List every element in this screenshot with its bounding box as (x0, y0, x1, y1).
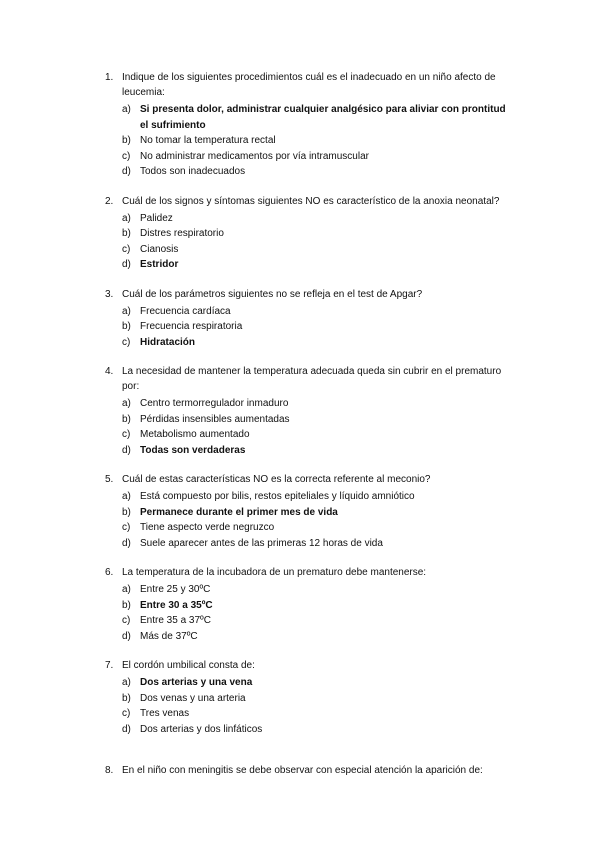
option-letter: b) (122, 135, 131, 146)
option-text: Dos venas y una arteria (140, 692, 246, 704)
question-7 (105, 658, 510, 737)
answer-option (122, 319, 510, 335)
option-text: Metabolismo aumentado (140, 429, 250, 440)
question-number: 5. (105, 474, 114, 485)
question-number: 1. (105, 72, 114, 83)
option-text: Tres venas (140, 708, 190, 719)
question-4 (105, 364, 510, 458)
question-text: El cordón umbilical consta de: (122, 660, 255, 671)
option-text: Suele aparecer antes de las primeras 12 horas de vida (140, 537, 383, 549)
answer-option (122, 427, 510, 443)
answer-option (122, 396, 510, 412)
question-stem (105, 287, 510, 302)
answer-option-correct (122, 505, 510, 521)
option-text: Hidratación (140, 336, 196, 348)
question-list (105, 70, 510, 778)
answer-option (122, 706, 510, 722)
question-text: Cuál de los parámetros siguientes no se refleja en el test de Apgar? (122, 288, 423, 300)
answer-option (122, 164, 510, 180)
answer-option (122, 536, 510, 552)
question-number: 6. (105, 567, 114, 578)
answer-option-correct (122, 102, 510, 133)
option-letter: b) (122, 228, 131, 239)
question-stem (105, 658, 510, 673)
option-text: Entre 30 a 35ºC (140, 599, 213, 611)
option-letter: b) (122, 599, 131, 611)
answer-options (122, 396, 510, 458)
answer-option-correct (122, 675, 510, 691)
option-text: Frecuencia respiratoria (140, 321, 243, 332)
question-number: 8. (105, 765, 114, 776)
question-number: 3. (105, 288, 114, 300)
option-letter: b) (122, 413, 131, 425)
option-text: Centro termorregulador inmaduro (140, 398, 289, 409)
answer-option (122, 520, 510, 536)
option-letter: c) (122, 615, 131, 626)
option-letter: a) (122, 677, 131, 688)
answer-option-correct (122, 443, 510, 459)
option-text: No administrar medicamentos por vía intramuscular (140, 150, 369, 162)
option-text: Tiene aspecto verde negruzco (140, 522, 275, 533)
answer-options (122, 211, 510, 273)
question-text: La temperatura de la incubadora de un prematuro debe mantenerse: (122, 567, 427, 578)
question-text: La necesidad de mantener la temperatura adecuada queda sin cubrir en el prematuro por: (122, 366, 502, 392)
answer-option (122, 226, 510, 242)
option-text: Frecuencia cardíaca (140, 305, 231, 317)
option-text: Entre 35 a 37ºC (140, 615, 211, 626)
option-letter: a) (122, 305, 131, 317)
question-stem (105, 565, 510, 580)
option-letter: b) (122, 692, 131, 704)
answer-options (122, 675, 510, 737)
question-stem (105, 194, 510, 209)
answer-option (122, 629, 510, 645)
answer-option (122, 489, 510, 505)
option-text: Permanece durante el primer mes de vida (140, 506, 338, 518)
option-text: Distres respiratorio (140, 228, 224, 239)
answer-option (122, 211, 510, 227)
option-letter: c) (122, 243, 131, 255)
answer-option (122, 613, 510, 629)
option-letter: d) (122, 723, 131, 735)
answer-option (122, 304, 510, 320)
option-letter: d) (122, 537, 131, 549)
question-number: 7. (105, 660, 114, 671)
answer-options (122, 489, 510, 551)
option-letter: d) (122, 630, 131, 642)
question-6 (105, 565, 510, 644)
option-text: Estridor (140, 259, 179, 270)
option-text: Pérdidas insensibles aumentadas (140, 413, 290, 425)
answer-option-correct (122, 257, 510, 273)
option-text: Todas son verdaderas (140, 444, 246, 456)
option-letter: a) (122, 104, 131, 115)
question-stem (105, 70, 510, 100)
answer-option-correct (122, 598, 510, 614)
option-letter: c) (122, 429, 131, 440)
answer-option (122, 242, 510, 258)
answer-option (122, 582, 510, 598)
answer-options (122, 102, 510, 180)
option-text: No tomar la temperatura rectal (140, 135, 276, 146)
answer-option (122, 149, 510, 165)
answer-option-correct (122, 335, 510, 351)
question-stem (105, 364, 510, 394)
question-text: Cuál de estas características NO es la correcta referente al meconio? (122, 474, 431, 485)
option-text: Entre 25 y 30ºC (140, 584, 211, 595)
answer-option (122, 133, 510, 149)
option-letter: a) (122, 398, 131, 409)
answer-options (122, 304, 510, 351)
answer-option (122, 412, 510, 428)
option-letter: b) (122, 321, 131, 332)
option-letter: b) (122, 506, 131, 518)
question-1 (105, 70, 510, 180)
option-letter: a) (122, 212, 131, 224)
option-text: Todos son inadecuados (140, 166, 246, 177)
question-text: Indique de los siguientes procedimientos cuál es el inadecuado en un niño afecto de leucemia: (122, 72, 496, 98)
option-letter: d) (122, 444, 131, 456)
question-stem (105, 472, 510, 487)
option-text: Cianosis (140, 243, 179, 255)
question-number: 4. (105, 366, 114, 377)
option-letter: c) (122, 522, 131, 533)
option-text: Dos arterias y una vena (140, 677, 253, 688)
answer-option (122, 722, 510, 738)
question-2 (105, 194, 510, 273)
option-text: Está compuesto por bilis, restos epiteliales y líquido amniótico (140, 491, 415, 502)
option-text: Si presenta dolor, administrar cualquier analgésico para aliviar con prontitud el sufrimiento (140, 104, 506, 131)
option-text: Más de 37ºC (140, 630, 198, 642)
option-letter: d) (122, 166, 131, 177)
question-text: En el niño con meningitis se debe observar con especial atención la aparición de: (122, 765, 483, 776)
question-8 (105, 763, 510, 778)
option-text: Dos arterias y dos linfáticos (140, 723, 263, 735)
question-5 (105, 472, 510, 551)
question-text: Cuál de los signos y síntomas siguientes NO es característico de la anoxia neonatal? (122, 195, 500, 207)
answer-option (122, 691, 510, 707)
question-stem (105, 763, 510, 778)
option-letter: d) (122, 259, 131, 270)
option-text: Palidez (140, 212, 173, 224)
question-3 (105, 287, 510, 351)
question-number: 2. (105, 195, 114, 207)
answer-options (122, 582, 510, 644)
option-letter: c) (122, 150, 131, 162)
option-letter: a) (122, 491, 131, 502)
option-letter: c) (122, 708, 131, 719)
option-letter: c) (122, 336, 131, 348)
option-letter: a) (122, 584, 131, 595)
